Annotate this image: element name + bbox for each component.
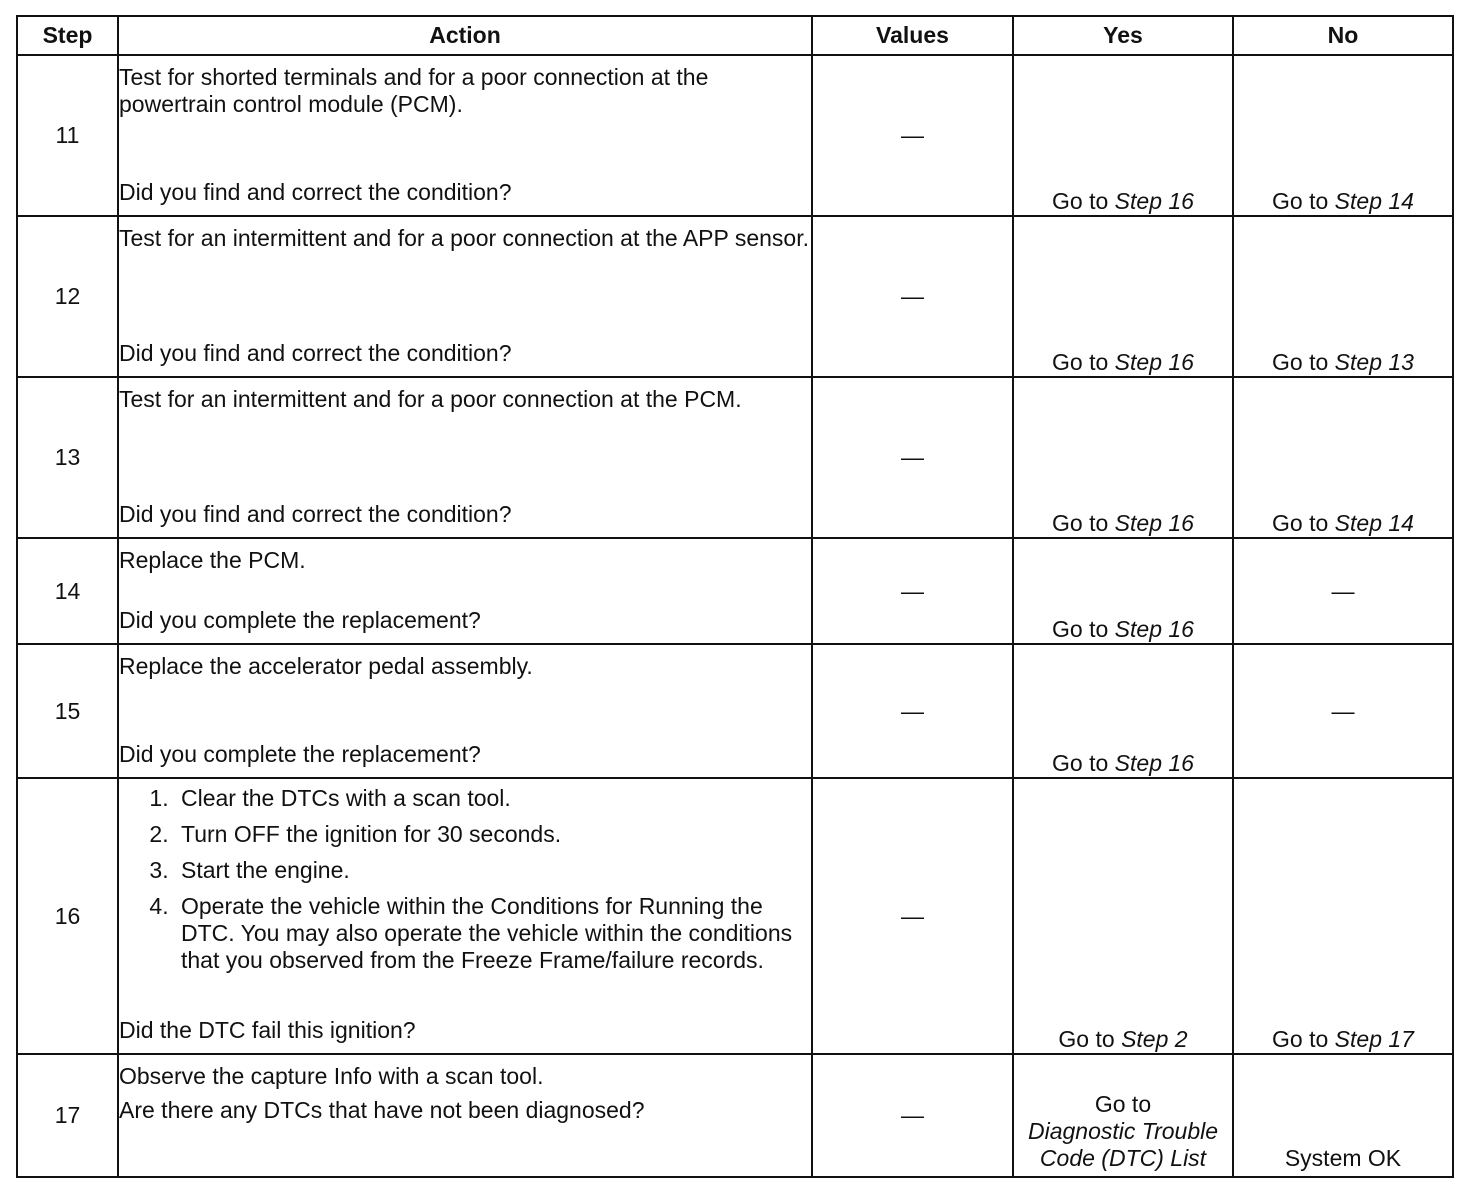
header-yes: Yes — [1013, 16, 1233, 55]
action-text: Replace the PCM. — [119, 547, 306, 573]
action-question: Did you find and correct the condition? — [119, 179, 512, 205]
yes-target-link[interactable]: Step 2 — [1121, 1026, 1188, 1052]
step-number: 12 — [17, 216, 118, 377]
yes-target-link[interactable]: Step 16 — [1114, 616, 1194, 642]
no-target-link[interactable]: Step 13 — [1334, 349, 1414, 375]
step-number: 14 — [17, 538, 118, 644]
table-row-step-13 — [17, 377, 1453, 538]
step-number: 13 — [17, 377, 118, 538]
go-to-label: Go to — [1272, 510, 1329, 536]
values-cell: — — [812, 1054, 1013, 1177]
action-cell — [118, 644, 812, 778]
no-target-link[interactable]: Step 14 — [1334, 510, 1414, 536]
go-to-label: Go to — [1272, 349, 1329, 375]
header-values: Values — [812, 16, 1013, 55]
values-cell: — — [812, 377, 1013, 538]
action-text: Test for an intermittent and for a poor connection at the PCM. — [119, 386, 742, 412]
no-cell: System OK — [1233, 1054, 1453, 1177]
no-cell[interactable] — [1233, 216, 1453, 377]
yes-target-link[interactable]: Step 16 — [1114, 750, 1194, 776]
action-question: Did you complete the replacement? — [119, 607, 481, 633]
go-to-label: Go to — [1052, 188, 1109, 214]
table-row-step-16 — [17, 778, 1453, 1054]
no-cell[interactable] — [1233, 377, 1453, 538]
values-cell: — — [812, 644, 1013, 778]
no-cell[interactable] — [1233, 778, 1453, 1054]
values-cell: — — [812, 778, 1013, 1054]
no-target-link[interactable]: Step 17 — [1334, 1026, 1414, 1052]
header-row — [17, 16, 1453, 55]
yes-cell[interactable] — [1013, 644, 1233, 778]
action-question: Did the DTC fail this ignition? — [119, 1017, 416, 1043]
list-item: 2. Turn OFF the ignition for 30 seconds. — [175, 821, 811, 848]
action-cell — [118, 1054, 812, 1177]
step-number: 11 — [17, 55, 118, 216]
yes-target-link[interactable]: Step 16 — [1114, 188, 1194, 214]
step-number: 16 — [17, 778, 118, 1054]
table-row-step-12 — [17, 216, 1453, 377]
yes-cell[interactable] — [1013, 216, 1233, 377]
action-cell — [118, 778, 812, 1054]
yes-cell[interactable] — [1013, 778, 1233, 1054]
table-row-step-17 — [17, 1054, 1453, 1177]
table-row-step-14 — [17, 538, 1453, 644]
action-question: Are there any DTCs that have not been diagnosed? — [119, 1097, 645, 1123]
go-to-label: Go to — [1052, 750, 1109, 776]
step-number: 17 — [17, 1054, 118, 1177]
action-text: Test for an intermittent and for a poor connection at the APP sensor. — [119, 225, 809, 251]
step-number: 15 — [17, 644, 118, 778]
action-cell — [118, 377, 812, 538]
table-row-step-15 — [17, 644, 1453, 778]
yes-cell[interactable] — [1013, 1054, 1233, 1177]
table-row-step-11 — [17, 55, 1453, 216]
yes-cell[interactable] — [1013, 55, 1233, 216]
list-item: 1. Clear the DTCs with a scan tool. — [175, 785, 811, 812]
yes-target-link[interactable]: Diagnostic Trouble Code (DTC) List — [1027, 1118, 1219, 1171]
action-cell — [118, 538, 812, 644]
header-action: Action — [118, 16, 812, 55]
go-to-label: Go to — [1272, 1026, 1329, 1052]
values-cell: — — [812, 216, 1013, 377]
go-to-label: Go to — [1052, 616, 1109, 642]
list-item: 4. Operate the vehicle within the Conditions for Running the DTC. You may also operate the vehicle within the conditions that you observed from the Freeze Frame/failure records. — [175, 893, 811, 974]
header-no: No — [1233, 16, 1453, 55]
values-cell: — — [812, 538, 1013, 644]
go-to-label: Go to — [1052, 349, 1109, 375]
no-cell[interactable] — [1233, 55, 1453, 216]
action-question: Did you find and correct the condition? — [119, 340, 512, 366]
go-to-label: Go to — [1058, 1026, 1115, 1052]
no-target-link[interactable]: Step 14 — [1334, 188, 1414, 214]
go-to-label: Go to — [1052, 510, 1109, 536]
diagnostic-table — [16, 15, 1454, 1178]
yes-cell[interactable] — [1013, 538, 1233, 644]
go-to-label: Go to — [1272, 188, 1329, 214]
action-cell — [118, 216, 812, 377]
action-text: Observe the capture Info with a scan tool. — [119, 1063, 544, 1089]
values-cell: — — [812, 55, 1013, 216]
action-text: Test for shorted terminals and for a poor connection at the powertrain control module (PCM). — [119, 64, 709, 117]
header-step: Step — [17, 16, 118, 55]
procedure-list — [119, 785, 811, 978]
yes-cell[interactable] — [1013, 377, 1233, 538]
action-question: Did you find and correct the condition? — [119, 501, 512, 527]
action-cell — [118, 55, 812, 216]
yes-target-link[interactable]: Step 16 — [1114, 510, 1194, 536]
yes-target-link[interactable]: Step 16 — [1114, 349, 1194, 375]
list-item: 3. Start the engine. — [175, 857, 811, 884]
go-to-label: Go to — [1094, 1091, 1152, 1117]
no-cell: — — [1233, 538, 1453, 644]
action-text: Replace the accelerator pedal assembly. — [119, 653, 533, 679]
action-question: Did you complete the replacement? — [119, 741, 481, 767]
no-cell: — — [1233, 644, 1453, 778]
